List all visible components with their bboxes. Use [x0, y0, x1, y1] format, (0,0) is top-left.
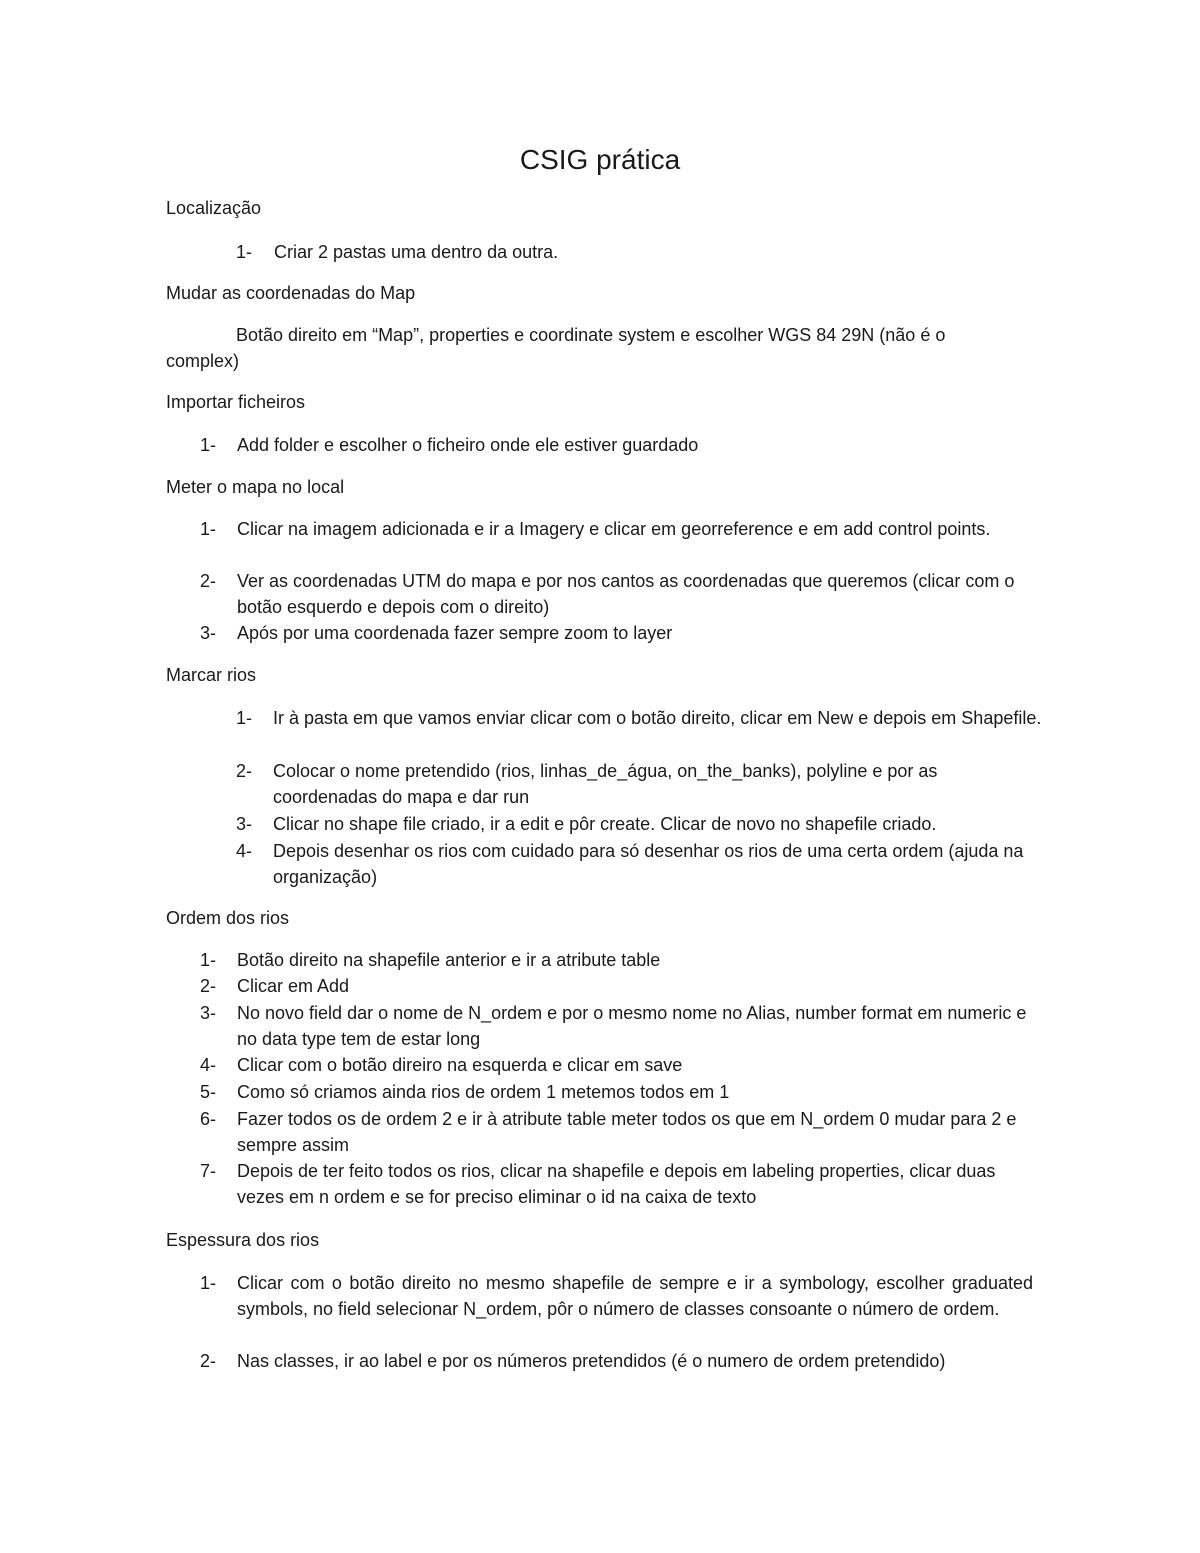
list-item-text: Depois desenhar os rios com cuidado para só desenhar os rios de uma certa ordem (ajuda na organização): [273, 841, 1024, 887]
section-heading-espessura-rios: Espessura dos rios: [166, 1230, 320, 1250]
list-item-number: 1-: [200, 519, 217, 539]
list-item-number: 1-: [200, 435, 217, 455]
list-item-number: 4-: [200, 1055, 217, 1075]
list-item-number: 1-: [200, 950, 217, 970]
list-item-number: 2-: [200, 976, 217, 996]
list-item-number: 5-: [200, 1082, 217, 1102]
list-item-number: 7-: [200, 1161, 217, 1181]
list-item-text: Colocar o nome pretendido (rios, linhas_de_água, on_the_banks), polyline e por as coordenadas do mapa e dar run: [273, 761, 938, 807]
list-item-text: Clicar com o botão direiro na esquerda e clicar em save: [237, 1055, 683, 1075]
list-item-number: 2-: [200, 571, 217, 591]
list-item-number: 3-: [200, 1003, 217, 1023]
list-item-number: 2-: [200, 1351, 217, 1371]
paragraph-line: Botão direito em “Map”, properties e coordinate system e escolher WGS 84 29N (não é o: [236, 325, 946, 345]
list-item-text: Após por uma coordenada fazer sempre zoom to layer: [237, 623, 673, 643]
list-item-text: Como só criamos ainda rios de ordem 1 metemos todos em 1: [237, 1082, 730, 1102]
section-heading-meter-mapa: Meter o mapa no local: [166, 477, 345, 497]
list-item-number: 4-: [236, 841, 253, 861]
list-item-text: Nas classes, ir ao label e por os números pretendidos (é o numero de ordem pretendido): [237, 1351, 946, 1371]
list-item-number: 3-: [236, 814, 253, 834]
section-heading-localizacao: Localização: [166, 198, 262, 218]
list-item-number: 3-: [200, 623, 217, 643]
section-heading-mudar-coordenadas: Mudar as coordenadas do Map: [166, 283, 416, 303]
list-item-number: 1-: [236, 242, 253, 262]
paragraph-line: complex): [166, 351, 240, 371]
list-item-text: Clicar na imagem adicionada e ir a Imagery e clicar em georreference e em add control points.: [237, 519, 991, 539]
list-item-text: No novo field dar o nome de N_ordem e por o mesmo nome no Alias, number format em numeric e no data type tem de estar long: [237, 1003, 1027, 1049]
list-item-text: Clicar em Add: [237, 976, 350, 996]
section-heading-ordem-rios: Ordem dos rios: [166, 908, 290, 928]
page-title: CSIG prática: [519, 144, 681, 175]
list-item-number: 1-: [236, 708, 253, 728]
list-item-text: Ver as coordenadas UTM do mapa e por nos cantos as coordenadas que queremos (clicar com o botão esquerdo e depois com o direito): [237, 571, 1015, 617]
list-item-text: Criar 2 pastas uma dentro da outra.: [274, 242, 559, 262]
list-item-number: 2-: [236, 761, 253, 781]
list-item-text: Add folder e escolher o ficheiro onde ele estiver guardado: [237, 435, 699, 455]
list-item-text: Botão direito na shapefile anterior e ir a atribute table: [237, 950, 661, 970]
section-heading-importar: Importar ficheiros: [166, 392, 306, 412]
section-heading-marcar-rios: Marcar rios: [166, 665, 257, 685]
list-item-text: Clicar com o botão direito no mesmo shapefile de sempre e ir a symbology, escolher graduated symbols, no field selecionar N_ordem, pôr o número de classes consoante o número de ordem.: [237, 1273, 1033, 1319]
list-item-number: 6-: [200, 1109, 217, 1129]
list-item-number: 1-: [200, 1273, 217, 1293]
list-item-text: Ir à pasta em que vamos enviar clicar com o botão direito, clicar em New e depois em Shapefile.: [273, 708, 1042, 728]
list-item-text: Depois de ter feito todos os rios, clicar na shapefile e depois em labeling properties, clicar duas vezes em n ordem e se for preciso eliminar o id na caixa de texto: [237, 1161, 996, 1207]
list-item-text: Clicar no shape file criado, ir a edit e pôr create. Clicar de novo no shapefile criado.: [273, 814, 937, 834]
list-item-text: Fazer todos os de ordem 2 e ir à atribute table meter todos os que em N_ordem 0 mudar para 2 e sempre assim: [237, 1109, 1017, 1155]
